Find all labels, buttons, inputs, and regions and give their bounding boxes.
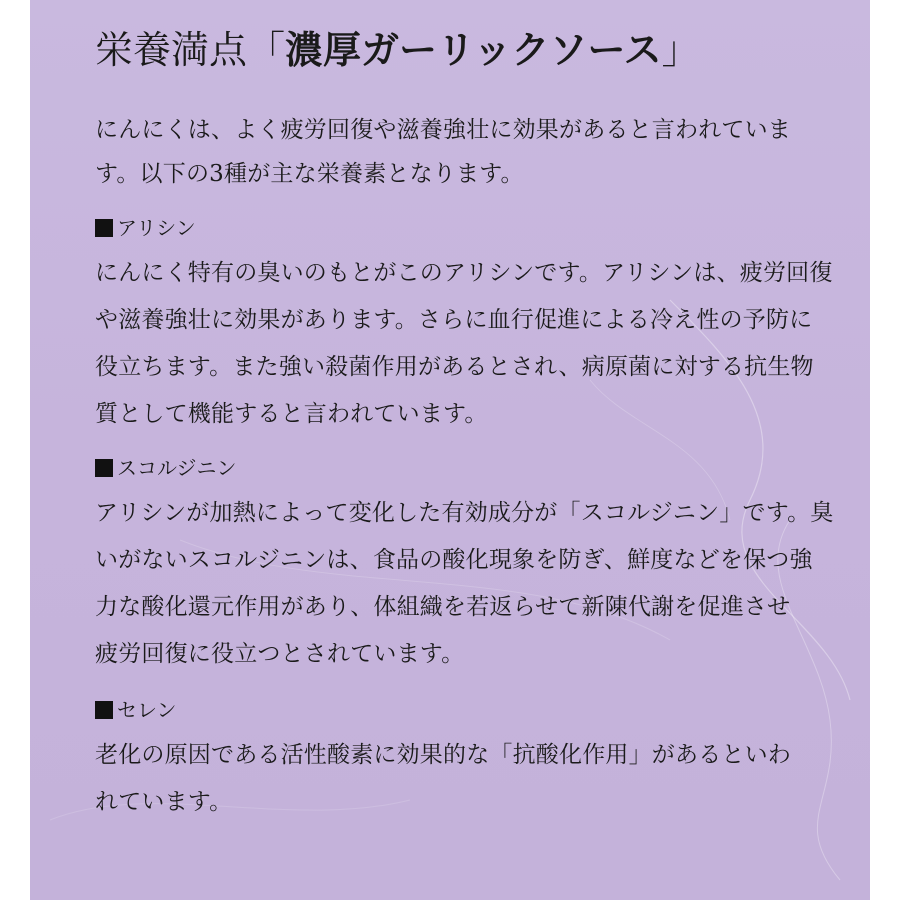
intro-line: す。以下の3種が主な栄養素となります。 <box>95 161 524 187</box>
section-heading-selenium <box>95 696 177 724</box>
section-heading-label: スコルジニン <box>117 456 237 480</box>
section-body-selenium <box>95 732 815 826</box>
section-body-allicin <box>95 250 833 438</box>
section-heading-allicin <box>95 214 196 242</box>
body-line: いがないスコルジニンは、食品の酸化現象を防ぎ、鮮度などを保つ強 <box>95 547 813 573</box>
section-body-scordinin <box>95 490 834 678</box>
lavender-paper-panel <box>30 0 870 900</box>
square-bullet-icon <box>95 459 113 477</box>
body-line: 老化の原因である活性酸素に効果的な「抗酸化作用」があるといわ <box>95 742 791 768</box>
intro-paragraph <box>95 108 815 196</box>
body-line: や滋養強壮に効果があります。さらに血行促進による冷え性の予防に <box>95 307 813 333</box>
section-heading-label: セレン <box>117 698 177 722</box>
square-bullet-icon <box>95 701 113 719</box>
body-line: アリシンが加熱によって変化した有効成分が「スコルジニン」です。臭 <box>95 500 834 526</box>
body-line: 力な酸化還元作用があり、体組織を若返らせて新陳代謝を促進させ <box>95 594 791 620</box>
body-line: 役立ちます。また強い殺菌作用があるとされ、病原菌に対する抗生物 <box>95 354 814 380</box>
title-product-name: 濃厚ガーリックソース <box>285 27 662 72</box>
title-prefix: 栄養満点 <box>95 28 248 72</box>
intro-line: にんにくは、よく疲労回復や滋養強壮に効果があると言われていま <box>95 117 791 143</box>
section-heading-label: アリシン <box>117 216 196 240</box>
page-title <box>95 25 700 75</box>
body-line: れています。 <box>95 789 233 815</box>
body-line: にんにく特有の臭いのもとがこのアリシンです。アリシンは、疲労回復 <box>95 260 833 286</box>
title-open-bracket: 「 <box>247 28 286 72</box>
section-heading-scordinin <box>95 454 237 482</box>
square-bullet-icon <box>95 219 113 237</box>
body-line: 疲労回復に役立つとされています。 <box>95 641 465 667</box>
title-close-bracket: 」 <box>661 28 700 72</box>
body-line: 質として機能すると言われています。 <box>95 401 488 427</box>
